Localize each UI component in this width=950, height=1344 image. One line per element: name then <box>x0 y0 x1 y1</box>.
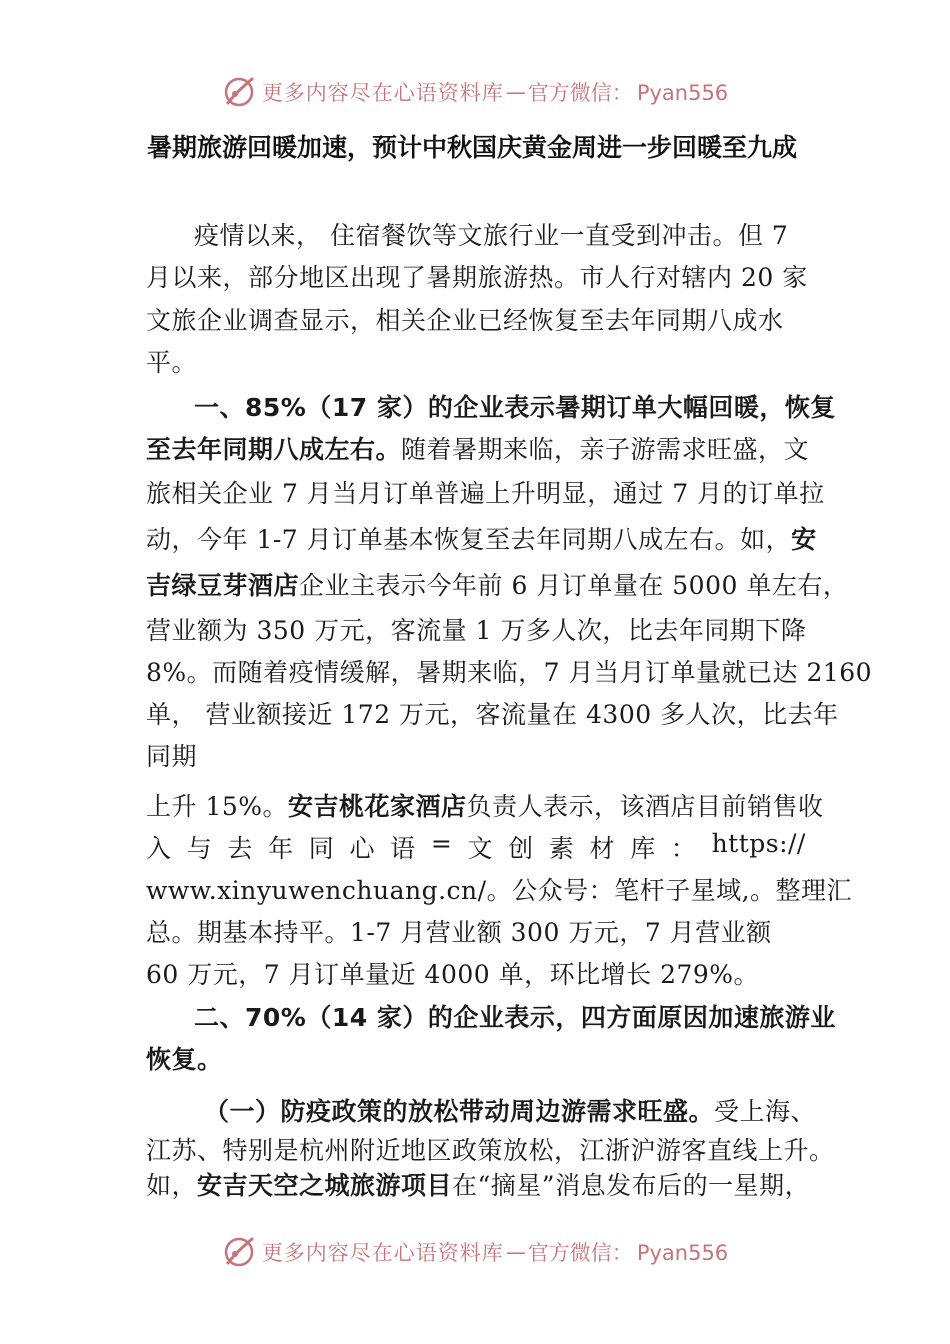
highlight-name: 吉绿豆芽酒店 <box>146 571 300 600</box>
text-line <box>146 1166 810 1202</box>
brush-logo-icon <box>222 75 256 109</box>
text-line: 总。期基本持平。1-7 月营业额 300 万元，7 月营业额 <box>146 918 772 947</box>
text-line: 60 万元，7 月订单量近 4000 单，环比增长 279%。 <box>146 960 760 989</box>
bottom-watermark <box>0 1232 950 1272</box>
text-line <box>146 787 824 823</box>
text-line: 江苏、特别是杭州附近地区政策放松，江浙沪游客直线上升。 <box>146 1136 835 1165</box>
text-run: 负责人表示，该酒店目前销售收 <box>466 792 824 821</box>
wechat-label: 官方微信： <box>527 1241 633 1265</box>
wechat-id: Pyan556 <box>636 81 729 105</box>
text-run: 受上海、 <box>714 1097 817 1126</box>
text-line: 单， 营业额接近 172 万元，客流量在 4300 多人次，比去年 <box>146 700 839 729</box>
spaced-char: 入 <box>146 834 172 863</box>
text-run: 随着暑期来临，亲子游需求旺盛，文 <box>401 435 810 464</box>
section-heading-cont: 至去年同期八成左右。 <box>146 435 402 464</box>
watermark-wechat <box>528 77 728 107</box>
spaced-char: https:// <box>711 829 806 858</box>
highlight-name: 安吉桃花家酒店 <box>288 792 467 821</box>
text-line <box>204 1092 816 1128</box>
text-line: 旅相关企业 7 月当月订单普遍上升明显，通过 7 月的订单拉 <box>146 479 825 508</box>
wechat-label: 官方微信： <box>527 81 633 105</box>
text-run: 在“摘星”消息发布后的一星期， <box>452 1171 811 1200</box>
spaced-char: 文 <box>467 834 493 863</box>
text-line: 文旅企业调查显示，相关企业已经恢复至去年同期八成水 <box>146 306 784 335</box>
spaced-char: = <box>430 829 453 858</box>
spaced-char: 创 <box>508 834 534 863</box>
spaced-char: 同 <box>308 834 335 863</box>
highlight-name: 安吉天空之城旅游项目 <box>197 1171 453 1200</box>
text-line: 8%。而随着疫情缓解，暑期来临，7 月当月订单量就已达 2160 <box>146 658 873 687</box>
watermark-separator: — <box>505 80 526 104</box>
text-line: www.xinyuwenchuang.cn/。公众号：笔杆子星域,。整理汇 <box>146 876 853 905</box>
watermark-wechat <box>528 1237 728 1267</box>
section-heading: 二、70%（14 家）的企业表示，四方面原因加速旅游业 <box>194 1003 836 1032</box>
section-heading-cont: 恢复。 <box>146 1045 223 1074</box>
text-run: 如， <box>146 1171 198 1200</box>
top-watermark <box>0 72 950 112</box>
text-run: 企业主表示今年前 6 月订单量在 5000 单左右， <box>299 571 849 600</box>
brush-logo-icon <box>222 1235 256 1269</box>
watermark-slogan: 更多内容尽在心语资料库 <box>261 81 504 105</box>
text-line <box>146 566 848 602</box>
watermark-separator: — <box>505 1240 526 1264</box>
text-line: 月以来，部分地区出现了暑期旅游热。市人行对辖内 20 家 <box>146 263 808 292</box>
document-title: 暑期旅游回暖加速，预计中秋国庆黄金周进一步回暖至九成 <box>147 133 798 162</box>
spaced-char: 与 <box>186 834 213 863</box>
subsection-heading: （一）防疫政策的放松带动周边游需求旺盛。 <box>204 1097 715 1126</box>
text-line <box>146 430 809 466</box>
spaced-char: 年 <box>268 834 294 863</box>
spaced-char: ： <box>670 834 697 863</box>
spaced-char: 材 <box>589 834 616 863</box>
spaced-char: 语 <box>390 834 416 863</box>
spaced-char: 素 <box>548 834 575 863</box>
watermark-slogan: 更多内容尽在心语资料库 <box>261 1241 504 1265</box>
text-line: 平。 <box>146 348 198 377</box>
spaced-char: 库 <box>630 834 656 863</box>
spaced-text-line <box>146 829 806 865</box>
text-line: 疫情以来， 住宿餐饮等文旅行业一直受到冲击。但 7 <box>194 221 789 250</box>
section-heading: 一、85%（17 家）的企业表示暑期订单大幅回暖，恢复 <box>194 393 836 422</box>
text-run: 上升 15%。 <box>146 792 289 821</box>
highlight-name: 安 <box>791 525 817 554</box>
spaced-char: 去 <box>227 834 253 863</box>
text-run: 动，今年 1-7 月订单基本恢复至去年同期八成左右。如， <box>146 525 792 554</box>
text-line: 营业额为 350 万元，客流量 1 万多人次，比去年同期下降 <box>146 616 807 645</box>
spaced-char: 心 <box>349 834 375 863</box>
text-line: 同期 <box>146 742 198 771</box>
wechat-id: Pyan556 <box>636 1241 729 1265</box>
text-line <box>146 520 817 556</box>
